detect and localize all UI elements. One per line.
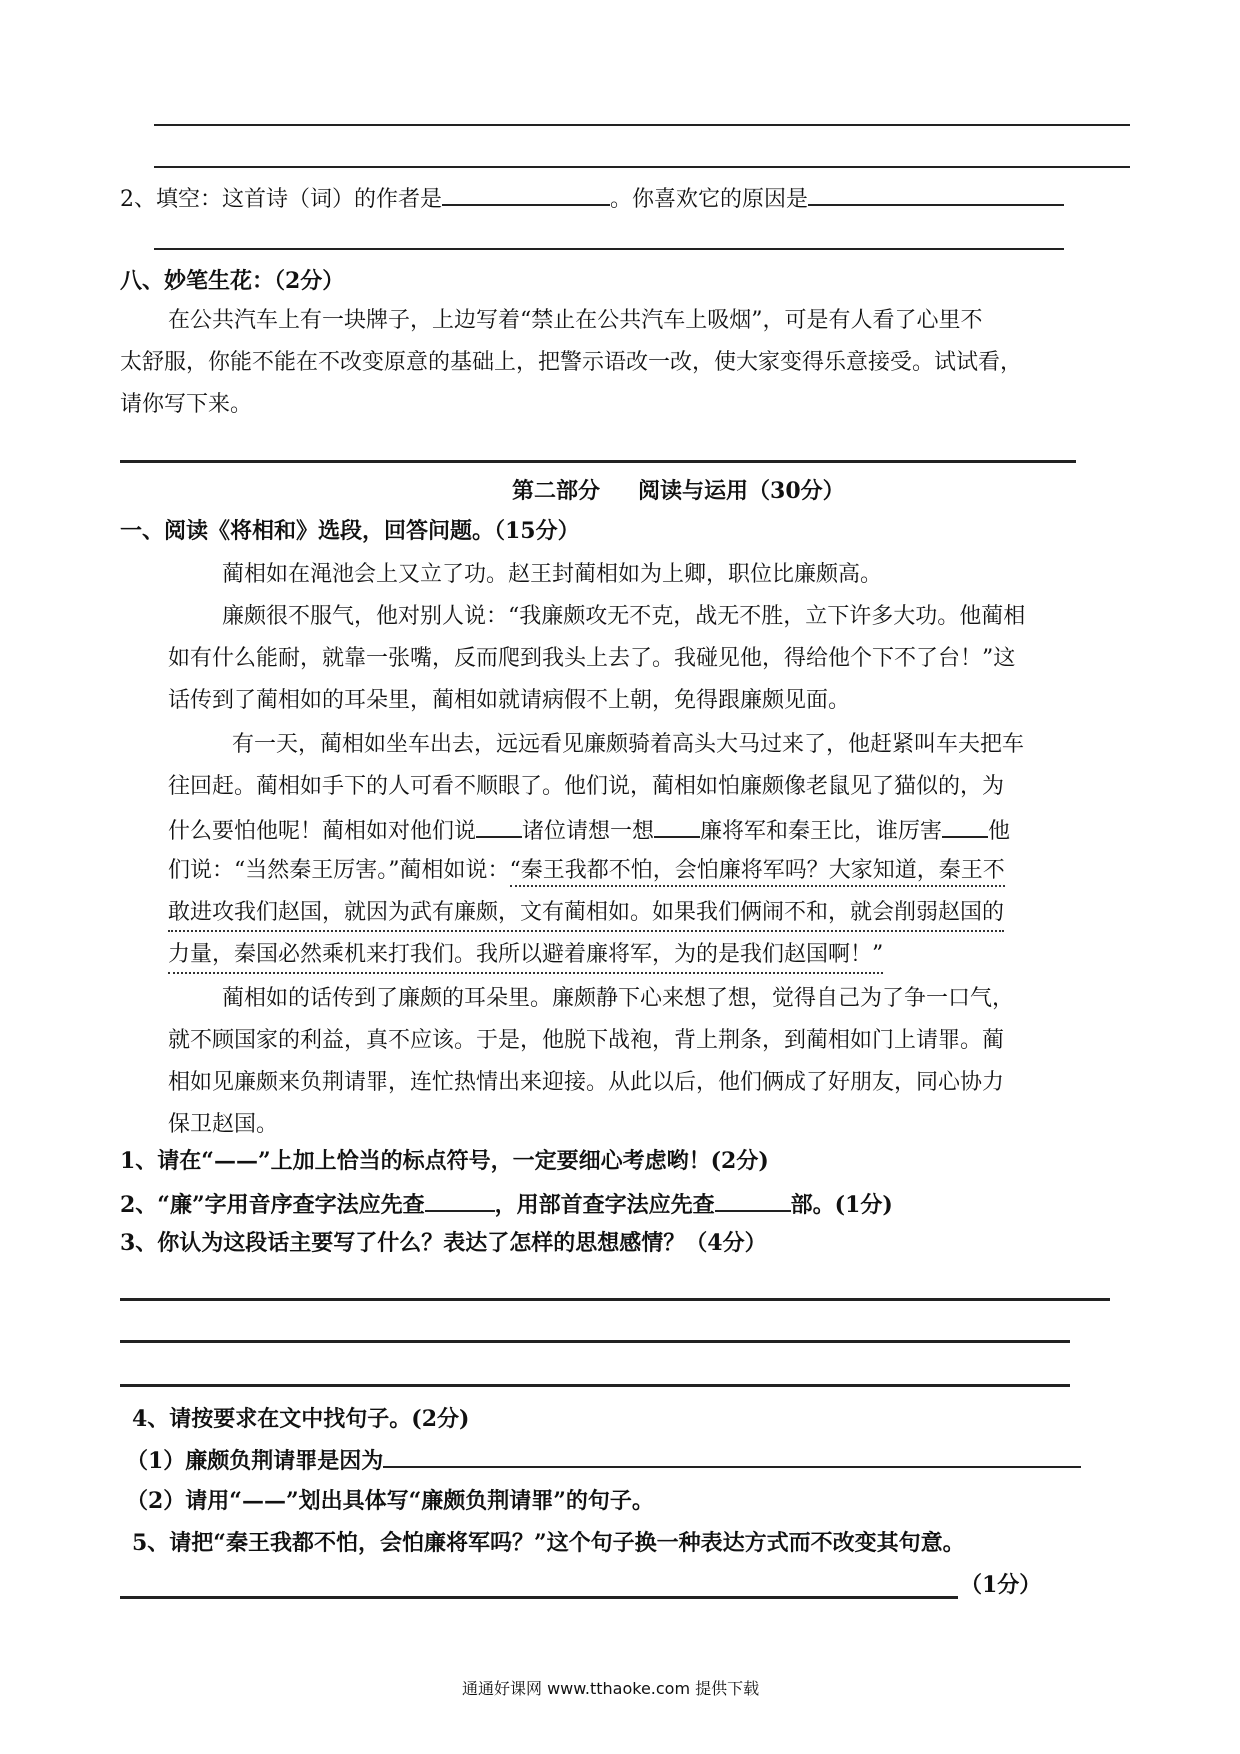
passage-p3-line-3-c: 廉将军和秦王比，谁厉害 bbox=[700, 819, 943, 844]
question-2-c: 部。(1分) bbox=[790, 1192, 893, 1218]
question-2 bbox=[120, 1188, 893, 1220]
question-2-a: 2、“廉”字用音序查字法应先查 bbox=[120, 1192, 425, 1218]
passage-p3-line-4-a: 们说：“当然秦王厉害。”蔺相如说： bbox=[168, 858, 510, 883]
section-8-para-line-3: 请你写下来。 bbox=[120, 392, 253, 417]
question-4-2: （2）请用“——”划出具体写“廉颇负荆请罪”的句子。 bbox=[126, 1488, 654, 1514]
section-8-title: 八、妙笔生花：（2分） bbox=[120, 268, 345, 294]
question-5: 5、请把“秦王我都不怕，会怕廉将军吗？”这个句子换一种表达方式而不改变其句意。 bbox=[132, 1530, 965, 1556]
passage-p3-line-6: 力量，秦国必然乘机来打我们。我所以避着廉将军，为的是我们赵国啊！” bbox=[168, 940, 883, 974]
passage-p3-line-2: 往回赶。蔺相如手下的人可看不顺眼了。他们说，蔺相如怕廉颇像老鼠见了猫似的，为 bbox=[168, 774, 1005, 799]
passage-p4-line-1: 蔺相如的话传到了廉颇的耳朵里。廉颇静下心来想了想，觉得自己为了争一口气， bbox=[222, 986, 1015, 1011]
passage-p2-line-2: 如有什么能耐，就靠一张嘴，反而爬到我头上去了。我碰见他，得给他个下不了台！”这 bbox=[168, 646, 1016, 671]
question-2-middle: 。你喜欢它的原因是 bbox=[610, 187, 809, 212]
passage-p3-line-3 bbox=[168, 814, 1010, 847]
answer-line-q5[interactable] bbox=[120, 1596, 958, 1599]
passage-p4-line-2: 就不顾国家的利益，真不应该。于是，他脱下战袍，背上荆条，到蔺相如门上请罪。蔺 bbox=[168, 1028, 1005, 1053]
part-2-title-a: 第二部分 bbox=[512, 478, 601, 504]
reading-heading: 一、阅读《将相和》选段，回答问题。（15分） bbox=[120, 518, 580, 544]
question-3: 3、你认为这段话主要写了什么？表达了怎样的思想感情？（4分） bbox=[120, 1230, 767, 1256]
passage-p3-line-4-b: “秦王我都不怕，会怕廉将军吗？大家知道，秦王不 bbox=[510, 858, 1005, 887]
passage-p1: 蔺相如在渑池会上又立了功。赵王封蔺相如为上卿，职位比廉颇高。 bbox=[222, 562, 883, 587]
passage-p3-line-5: 敢进攻我们赵国，就因为武有廉颇，文有蔺相如。如果我们俩闹不和，就会削弱赵国的 bbox=[168, 898, 1004, 932]
passage-p2-line-3: 话传到了蔺相如的耳朵里，蔺相如就请病假不上朝，免得跟廉颇见面。 bbox=[168, 688, 851, 713]
answer-line-q3-1[interactable] bbox=[120, 1298, 1110, 1301]
question-2-prefix: 2、填空：这首诗（词）的作者是 bbox=[120, 187, 442, 212]
question-4: 4、请按要求在文中找句子。(2分) bbox=[132, 1406, 470, 1432]
reason-blank[interactable] bbox=[808, 182, 1064, 206]
author-blank[interactable] bbox=[442, 182, 610, 206]
question-5-score: （1分） bbox=[960, 1572, 1042, 1598]
part-2-title-b: 阅读与运用（30分） bbox=[638, 478, 845, 504]
answer-line-top-2[interactable] bbox=[154, 166, 1130, 168]
answer-line-q3-3[interactable] bbox=[120, 1384, 1070, 1387]
radical-blank[interactable] bbox=[715, 1188, 791, 1212]
passage-p3-line-3-a: 什么要怕他呢！蔺相如对他们说 bbox=[168, 819, 477, 844]
question-1: 1、请在“——”上加上恰当的标点符号，一定要细心考虑哟！(2分) bbox=[120, 1148, 769, 1174]
question-2-b: ，用部首查字法应先查 bbox=[494, 1192, 715, 1218]
footer-text: 通通好课网 www.tthaoke.com 提供下载 bbox=[462, 1679, 760, 1698]
question-4-1-text: （1）廉颇负荆请罪是因为 bbox=[126, 1448, 384, 1474]
passage-p2-line-1: 廉颇很不服气，他对别人说：“我廉颇攻无不克，战无不胜，立下许多大功。他蔺相 bbox=[222, 604, 1026, 629]
phonetic-order-blank[interactable] bbox=[425, 1188, 495, 1212]
question-4-1 bbox=[126, 1444, 1081, 1476]
answer-line-top-1[interactable] bbox=[154, 124, 1130, 126]
part-2-title bbox=[512, 476, 845, 506]
punctuation-blank-1[interactable] bbox=[476, 814, 522, 838]
question-2-fill bbox=[120, 182, 1064, 215]
passage-p3-line-4 bbox=[168, 856, 1005, 886]
passage-p3-line-1: 有一天，蔺相如坐车出去，远远看见廉颇骑着高头大马过来了，他赶紧叫车夫把车 bbox=[232, 732, 1025, 757]
reason-answer-blank[interactable] bbox=[383, 1444, 1081, 1468]
passage-p3-line-3-b: 诸位请想一想 bbox=[522, 819, 655, 844]
passage-p4-line-4: 保卫赵国。 bbox=[168, 1112, 279, 1137]
answer-line-q3-2[interactable] bbox=[120, 1340, 1070, 1343]
answer-line-reason[interactable] bbox=[154, 248, 1064, 250]
passage-p4-line-3: 相如见廉颇来负荆请罪，连忙热情出来迎接。从此以后，他们俩成了好朋友，同心协力 bbox=[168, 1070, 1005, 1095]
passage-p3-line-3-d: 他 bbox=[988, 819, 1011, 844]
answer-line-section-8[interactable] bbox=[120, 460, 1076, 463]
section-8-para-line-2: 太舒服，你能不能在不改变原意的基础上，把警示语改一改，使大家变得乐意接受。试试看， bbox=[120, 350, 1023, 375]
punctuation-blank-3[interactable] bbox=[942, 814, 988, 838]
section-8-para-line-1: 在公共汽车上有一块牌子，上边写着“禁止在公共汽车上吸烟”，可是有人看了心里不 bbox=[168, 308, 983, 333]
punctuation-blank-2[interactable] bbox=[654, 814, 700, 838]
